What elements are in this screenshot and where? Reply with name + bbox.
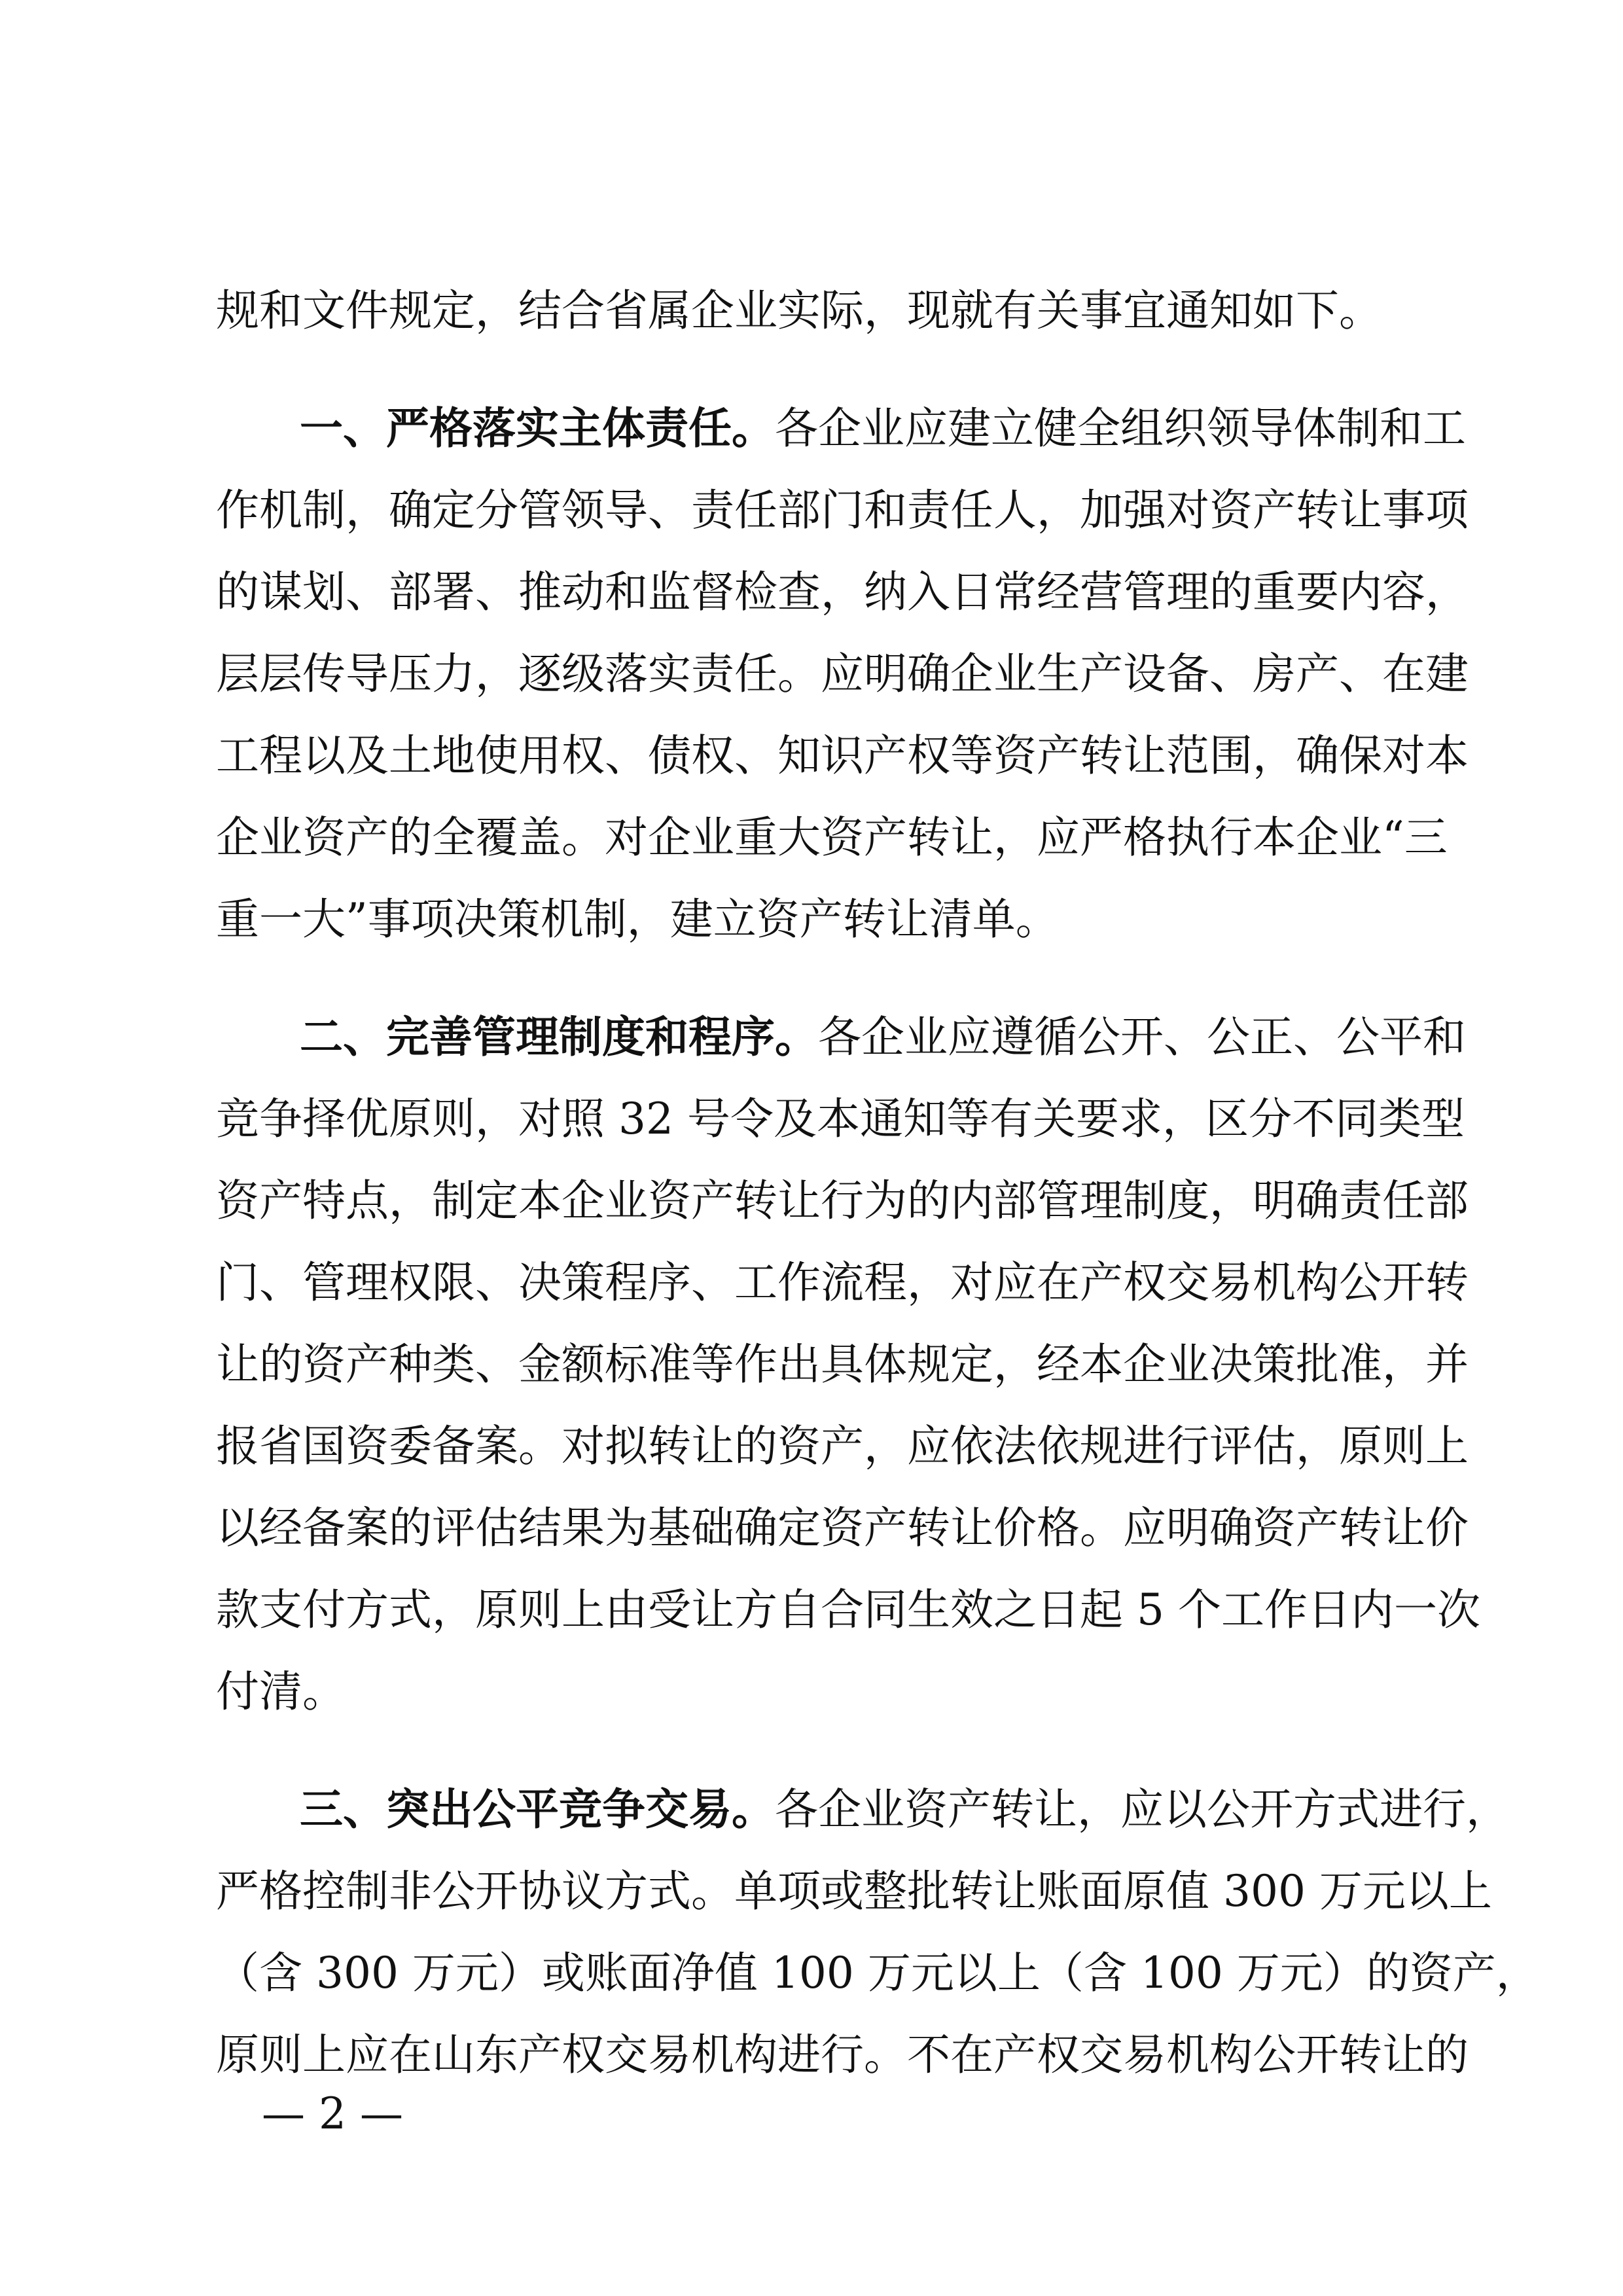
line-text: 的谋划、部署、推动和监督检查，纳入日常经营管理的重要内容， — [216, 567, 1469, 617]
body-line — [216, 1662, 1459, 1721]
line-text: 严格控制非公开协议方式。单项或整批转让账面原值 300 万元以上 — [216, 1866, 1492, 1916]
line-text: 工程以及土地使用权、债权、知识产权等资产转让范围，确保对本 — [216, 730, 1469, 781]
body-line — [216, 2026, 1469, 2085]
line-text: 层层传导压力，逐级落实责任。应明确企业生产设备、房产、在建 — [216, 649, 1469, 699]
line-text: 作机制，确定分管领导、责任部门和责任人，加强对资产转让事项 — [216, 485, 1469, 535]
line-text: （含 300 万元）或账面净值 100 万元以上（含 100 万元）的资产， — [216, 1948, 1539, 1998]
line-text: 原则上应在山东产权交易机构进行。不在产权交易机构公开转让的 — [216, 2030, 1469, 2080]
line-text: 款支付方式，原则上由受让方自合同生效之日起 5 个工作日内一次 — [216, 1585, 1480, 1635]
body-line — [216, 1499, 1469, 1558]
section-3-first-line — [300, 1780, 1509, 1839]
line-text: 规和文件规定，结合省属企业实际，现就有关事宜通知如下。 — [216, 285, 1382, 336]
line-text: 付清。 — [216, 1666, 346, 1717]
section-heading-2: 二、完善管理制度和程序。 — [300, 1012, 818, 1062]
section-2-first-line — [300, 1008, 1466, 1067]
body-line — [216, 645, 1469, 704]
line-text: 重一大”事项决策机制，建立资产转让清单。 — [216, 894, 1059, 944]
body-line — [216, 481, 1469, 540]
line-text: 企业资产的全覆盖。对企业重大资产转让，应严格执行本企业“三 — [216, 812, 1448, 863]
line-text: 报省国资委备案。对拟转让的资产，应依法依规进行评估，原则上 — [216, 1421, 1469, 1471]
line-text: 各企业应建立健全组织领导体制和工 — [775, 403, 1466, 454]
line-text: 以经备案的评估结果为基础确定资产转让价格。应明确资产转让价 — [216, 1503, 1469, 1553]
section-1-first-line — [300, 399, 1466, 458]
body-line — [216, 890, 1459, 949]
line-text: 门、管理权限、决策程序、工作流程，对应在产权交易机构公开转 — [216, 1257, 1469, 1308]
body-line — [216, 1417, 1469, 1476]
body-line — [216, 808, 1459, 867]
section-heading-3: 三、突出公平竞争交易。 — [300, 1784, 775, 1835]
line-text: 各企业应遵循公开、公正、公平和 — [818, 1012, 1466, 1062]
body-line — [216, 1172, 1469, 1230]
body-line — [216, 1581, 1480, 1640]
body-line — [216, 1253, 1469, 1312]
body-line — [216, 1862, 1492, 1921]
body-line-1 — [216, 281, 1459, 340]
body-line — [216, 1335, 1469, 1394]
page-number: — 2 — — [262, 2089, 403, 2139]
line-text: 让的资产种类、金额标准等作出具体规定，经本企业决策批准，并 — [216, 1339, 1469, 1390]
line-text: 竞争择优原则，对照 32 号令及本通知等有关要求，区分不同类型 — [216, 1094, 1465, 1144]
body-line — [216, 563, 1469, 622]
body-line — [216, 1944, 1539, 2003]
section-heading-1: 一、严格落实主体责任。 — [300, 403, 775, 454]
body-line — [216, 726, 1469, 785]
line-text: 资产特点，制定本企业资产转让行为的内部管理制度，明确责任部 — [216, 1175, 1469, 1226]
line-text: 各企业资产转让，应以公开方式进行， — [775, 1784, 1509, 1835]
body-line — [216, 1090, 1465, 1149]
